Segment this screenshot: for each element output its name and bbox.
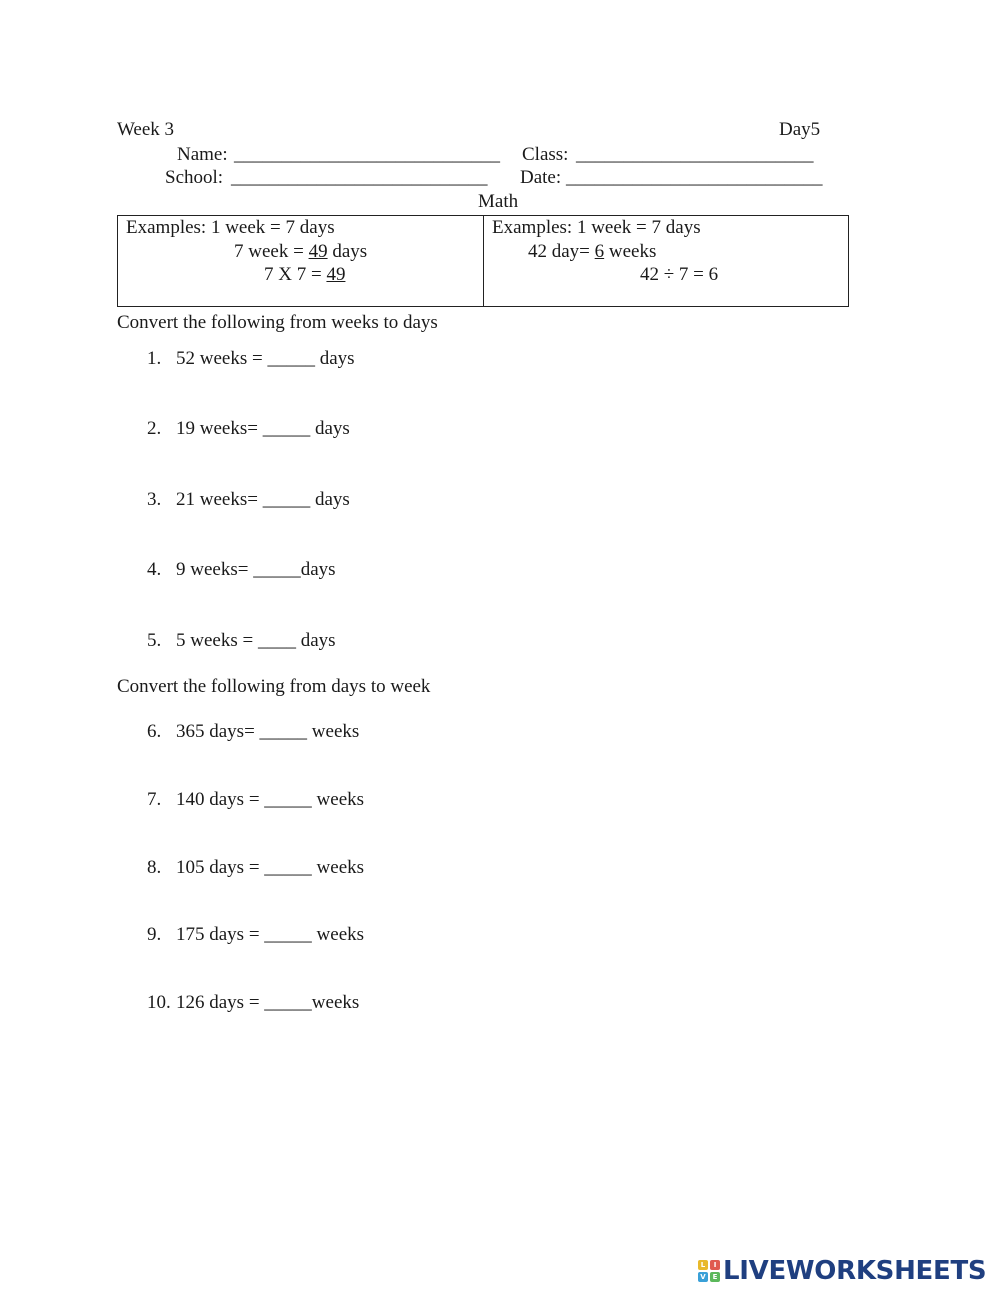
q8-text[interactable]: 105 days = _____ weeks (176, 857, 365, 878)
date-label: Date: (520, 167, 562, 188)
q10-number: 10. (147, 992, 171, 1013)
example-left-line3: 7 X 7 = 49 (264, 264, 346, 285)
q1-text[interactable]: 52 weeks = _____ days (176, 348, 355, 369)
q3-text[interactable]: 21 weeks= _____ days (176, 489, 350, 510)
q6-number: 6. (147, 721, 162, 742)
q10-text[interactable]: 126 days = _____weeks (176, 992, 360, 1013)
school-label: School: (165, 167, 224, 188)
section2-title: Convert the following from days to week (117, 676, 431, 697)
class-label: Class: (522, 144, 569, 165)
logo-block: L (698, 1260, 708, 1270)
liveworksheets-logo[interactable] (698, 1256, 986, 1286)
example-left-answer: 49 (308, 241, 328, 262)
q3-number: 3. (147, 489, 162, 510)
logo-blocks-icon (698, 1260, 720, 1282)
date-field[interactable]: ___________________________ (566, 167, 823, 188)
section1-title: Convert the following from weeks to days (117, 312, 438, 333)
q5-number: 5. (147, 630, 162, 651)
school-field[interactable]: ___________________________ (231, 167, 488, 188)
q8-number: 8. (147, 857, 162, 878)
name-label: Name: (177, 144, 228, 165)
logo-block: E (710, 1272, 720, 1282)
example-left-line2: 7 week = 49 days (234, 241, 368, 262)
q9-text[interactable]: 175 days = _____ weeks (176, 924, 365, 945)
example-left-result: 49 (326, 264, 346, 285)
example-right-line3: 42 ÷ 7 = 6 (640, 264, 719, 285)
example-right-line1: Examples: 1 week = 7 days (492, 217, 701, 238)
q1-number: 1. (147, 348, 162, 369)
q7-text[interactable]: 140 days = _____ weeks (176, 789, 365, 810)
q5-text[interactable]: 5 weeks = ____ days (176, 630, 336, 651)
q9-number: 9. (147, 924, 162, 945)
example-right-line2: 42 day= 6 weeks (528, 241, 657, 262)
example-right-answer: 6 (594, 241, 605, 262)
subject-title: Math (478, 191, 519, 212)
class-field[interactable]: _________________________ (576, 144, 814, 165)
q6-text[interactable]: 365 days= _____ weeks (176, 721, 360, 742)
q2-text[interactable]: 19 weeks= _____ days (176, 418, 350, 439)
logo-block: V (698, 1272, 708, 1282)
week-label: Week 3 (117, 119, 175, 140)
name-field[interactable]: ____________________________ (234, 144, 500, 165)
q2-number: 2. (147, 418, 162, 439)
q7-number: 7. (147, 789, 162, 810)
q4-number: 4. (147, 559, 162, 580)
logo-block: I (710, 1260, 720, 1270)
example-left-line1: Examples: 1 week = 7 days (126, 217, 335, 238)
q4-text[interactable]: 9 weeks= _____days (176, 559, 336, 580)
day-label: Day5 (779, 119, 821, 140)
examples-divider (483, 215, 484, 307)
logo-text: LIVEWORKSHEETS (723, 1256, 987, 1286)
